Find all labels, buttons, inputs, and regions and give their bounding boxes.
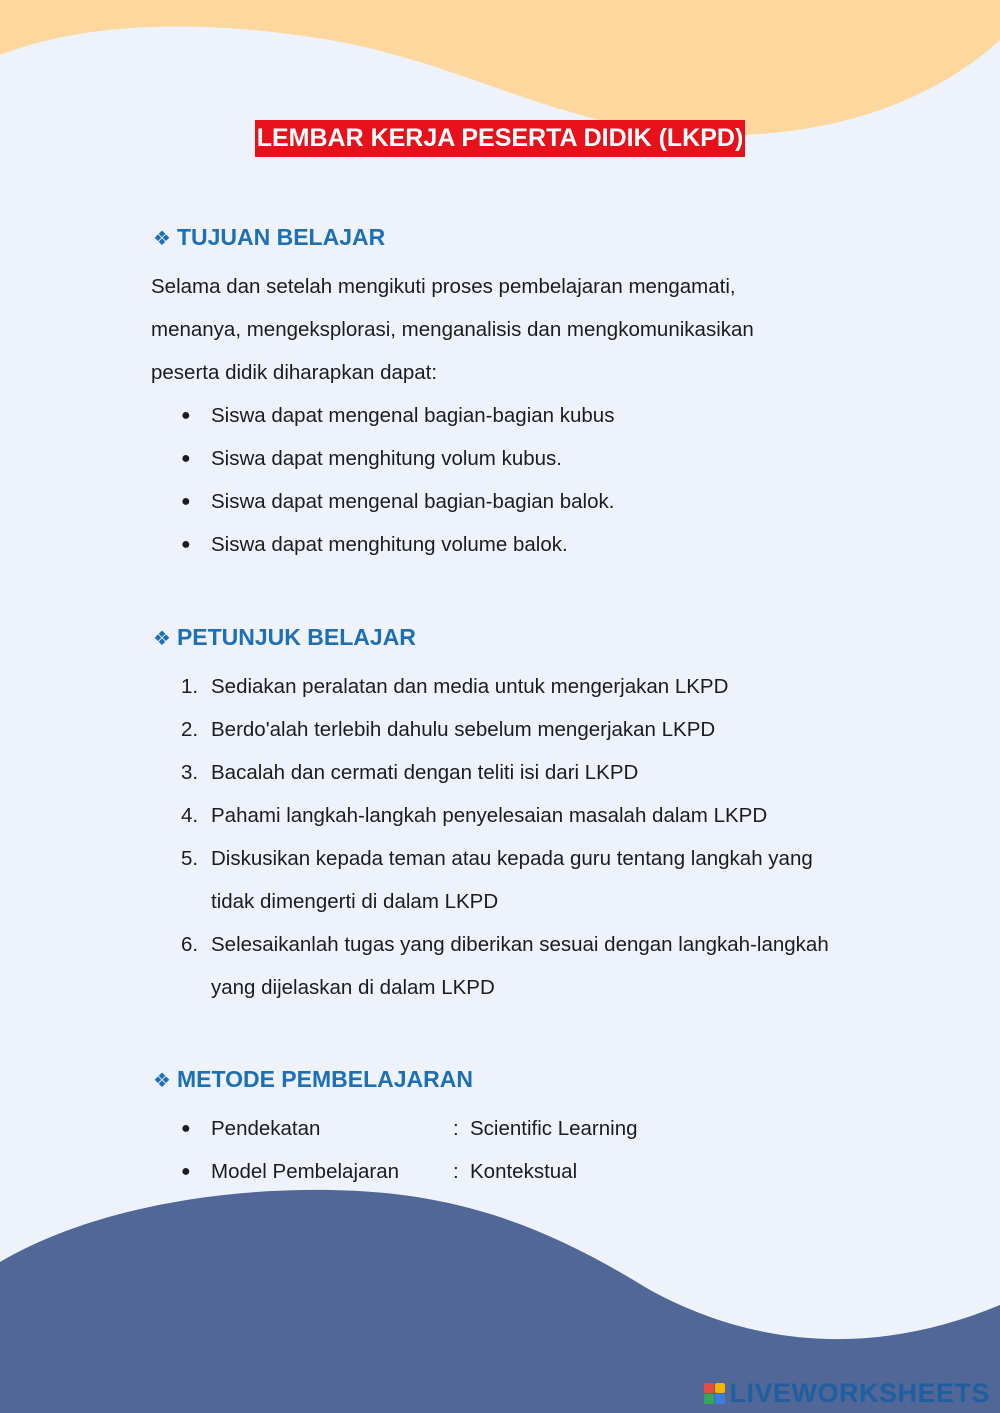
section-heading-petunjuk: [153, 622, 416, 654]
list-item-text: Siswa dapat mengenal bagian-bagian kubus: [211, 404, 615, 427]
colon-separator: :: [453, 1160, 459, 1183]
diamond-icon: ❖: [153, 228, 171, 250]
bullet-icon: ●: [181, 1163, 191, 1180]
intro-line: menanya, mengeksplorasi, menganalisis dan mengkomunikasikan: [151, 318, 754, 341]
metode-value: Kontekstual: [470, 1160, 578, 1183]
list-item: [181, 437, 881, 480]
brand-name: LIVEWORKSHEETS: [729, 1377, 990, 1408]
intro-line: peserta didik diharapkan dapat:: [151, 361, 438, 384]
item-number: 2.: [181, 718, 199, 741]
bullet-icon: ●: [181, 407, 191, 424]
logo-tile: [704, 1383, 714, 1393]
item-number: 6.: [181, 933, 199, 956]
item-number: 3.: [181, 761, 199, 784]
section-heading-label: METODE PEMBELAJARAN: [176, 1066, 473, 1092]
metode-label: Model Pembelajaran: [211, 1160, 400, 1183]
tujuan-list: [181, 394, 881, 566]
bullet-icon: ●: [181, 1120, 191, 1137]
item-text: Berdo'alah terlebih dahulu sebelum mengerjakan LKPD: [211, 718, 716, 741]
item-text: Selesaikanlah tugas yang diberikan sesuai dengan langkah-langkah: [211, 933, 829, 956]
petunjuk-list: [181, 665, 881, 1009]
section-heading-label: PETUNJUK BELAJAR: [176, 624, 416, 650]
bullet-icon: ●: [181, 450, 191, 467]
item-text: Pahami langkah-langkah penyelesaian masalah dalam LKPD: [211, 804, 768, 827]
numbered-item: [181, 665, 881, 708]
section-heading-label: TUJUAN BELAJAR: [176, 224, 386, 250]
item-number: 4.: [181, 804, 199, 827]
list-item: [181, 394, 881, 437]
liveworksheets-logo-icon: [704, 1383, 725, 1404]
logo-tile: [715, 1383, 725, 1393]
metode-label: Pendekatan: [211, 1117, 321, 1140]
diamond-icon: ❖: [153, 628, 171, 650]
title-container: [0, 120, 1000, 157]
item-text: Bacalah dan cermati dengan teliti isi dari LKPD: [211, 761, 639, 784]
item-number: 1.: [181, 675, 199, 698]
numbered-item: [181, 837, 881, 923]
list-item: [181, 523, 881, 566]
item-text-continued: yang dijelaskan di dalam LKPD: [211, 976, 495, 999]
page-title: LEMBAR KERJA PESERTA DIDIK (LKPD): [255, 120, 746, 157]
item-text: Sediakan peralatan dan media untuk mengerjakan LKPD: [211, 675, 729, 698]
logo-tile: [715, 1394, 725, 1404]
section-heading-tujuan: [153, 222, 385, 254]
bullet-icon: ●: [181, 536, 191, 553]
item-number: 5.: [181, 847, 199, 870]
numbered-item: [181, 923, 881, 1009]
list-item-text: Siswa dapat menghitung volum kubus.: [211, 447, 562, 470]
section-heading-metode: [153, 1064, 473, 1096]
metode-value: Scientific Learning: [470, 1117, 638, 1140]
list-item-text: Siswa dapat mengenal bagian-bagian balok.: [211, 490, 615, 513]
item-text: Diskusikan kepada teman atau kepada guru tentang langkah yang: [211, 847, 813, 870]
list-item-text: Siswa dapat menghitung volume balok.: [211, 533, 568, 556]
list-item: [181, 480, 881, 523]
liveworksheets-watermark: [704, 1375, 990, 1411]
diamond-icon: ❖: [153, 1070, 171, 1092]
colon-separator: :: [453, 1117, 459, 1140]
tujuan-intro: [151, 265, 871, 394]
item-text-continued: tidak dimengerti di dalam LKPD: [211, 890, 499, 913]
numbered-item: [181, 751, 881, 794]
numbered-item: [181, 708, 881, 751]
numbered-item: [181, 794, 881, 837]
intro-line: Selama dan setelah mengikuti proses pembelajaran mengamati,: [151, 275, 736, 298]
logo-tile: [704, 1394, 714, 1404]
bullet-icon: ●: [181, 493, 191, 510]
